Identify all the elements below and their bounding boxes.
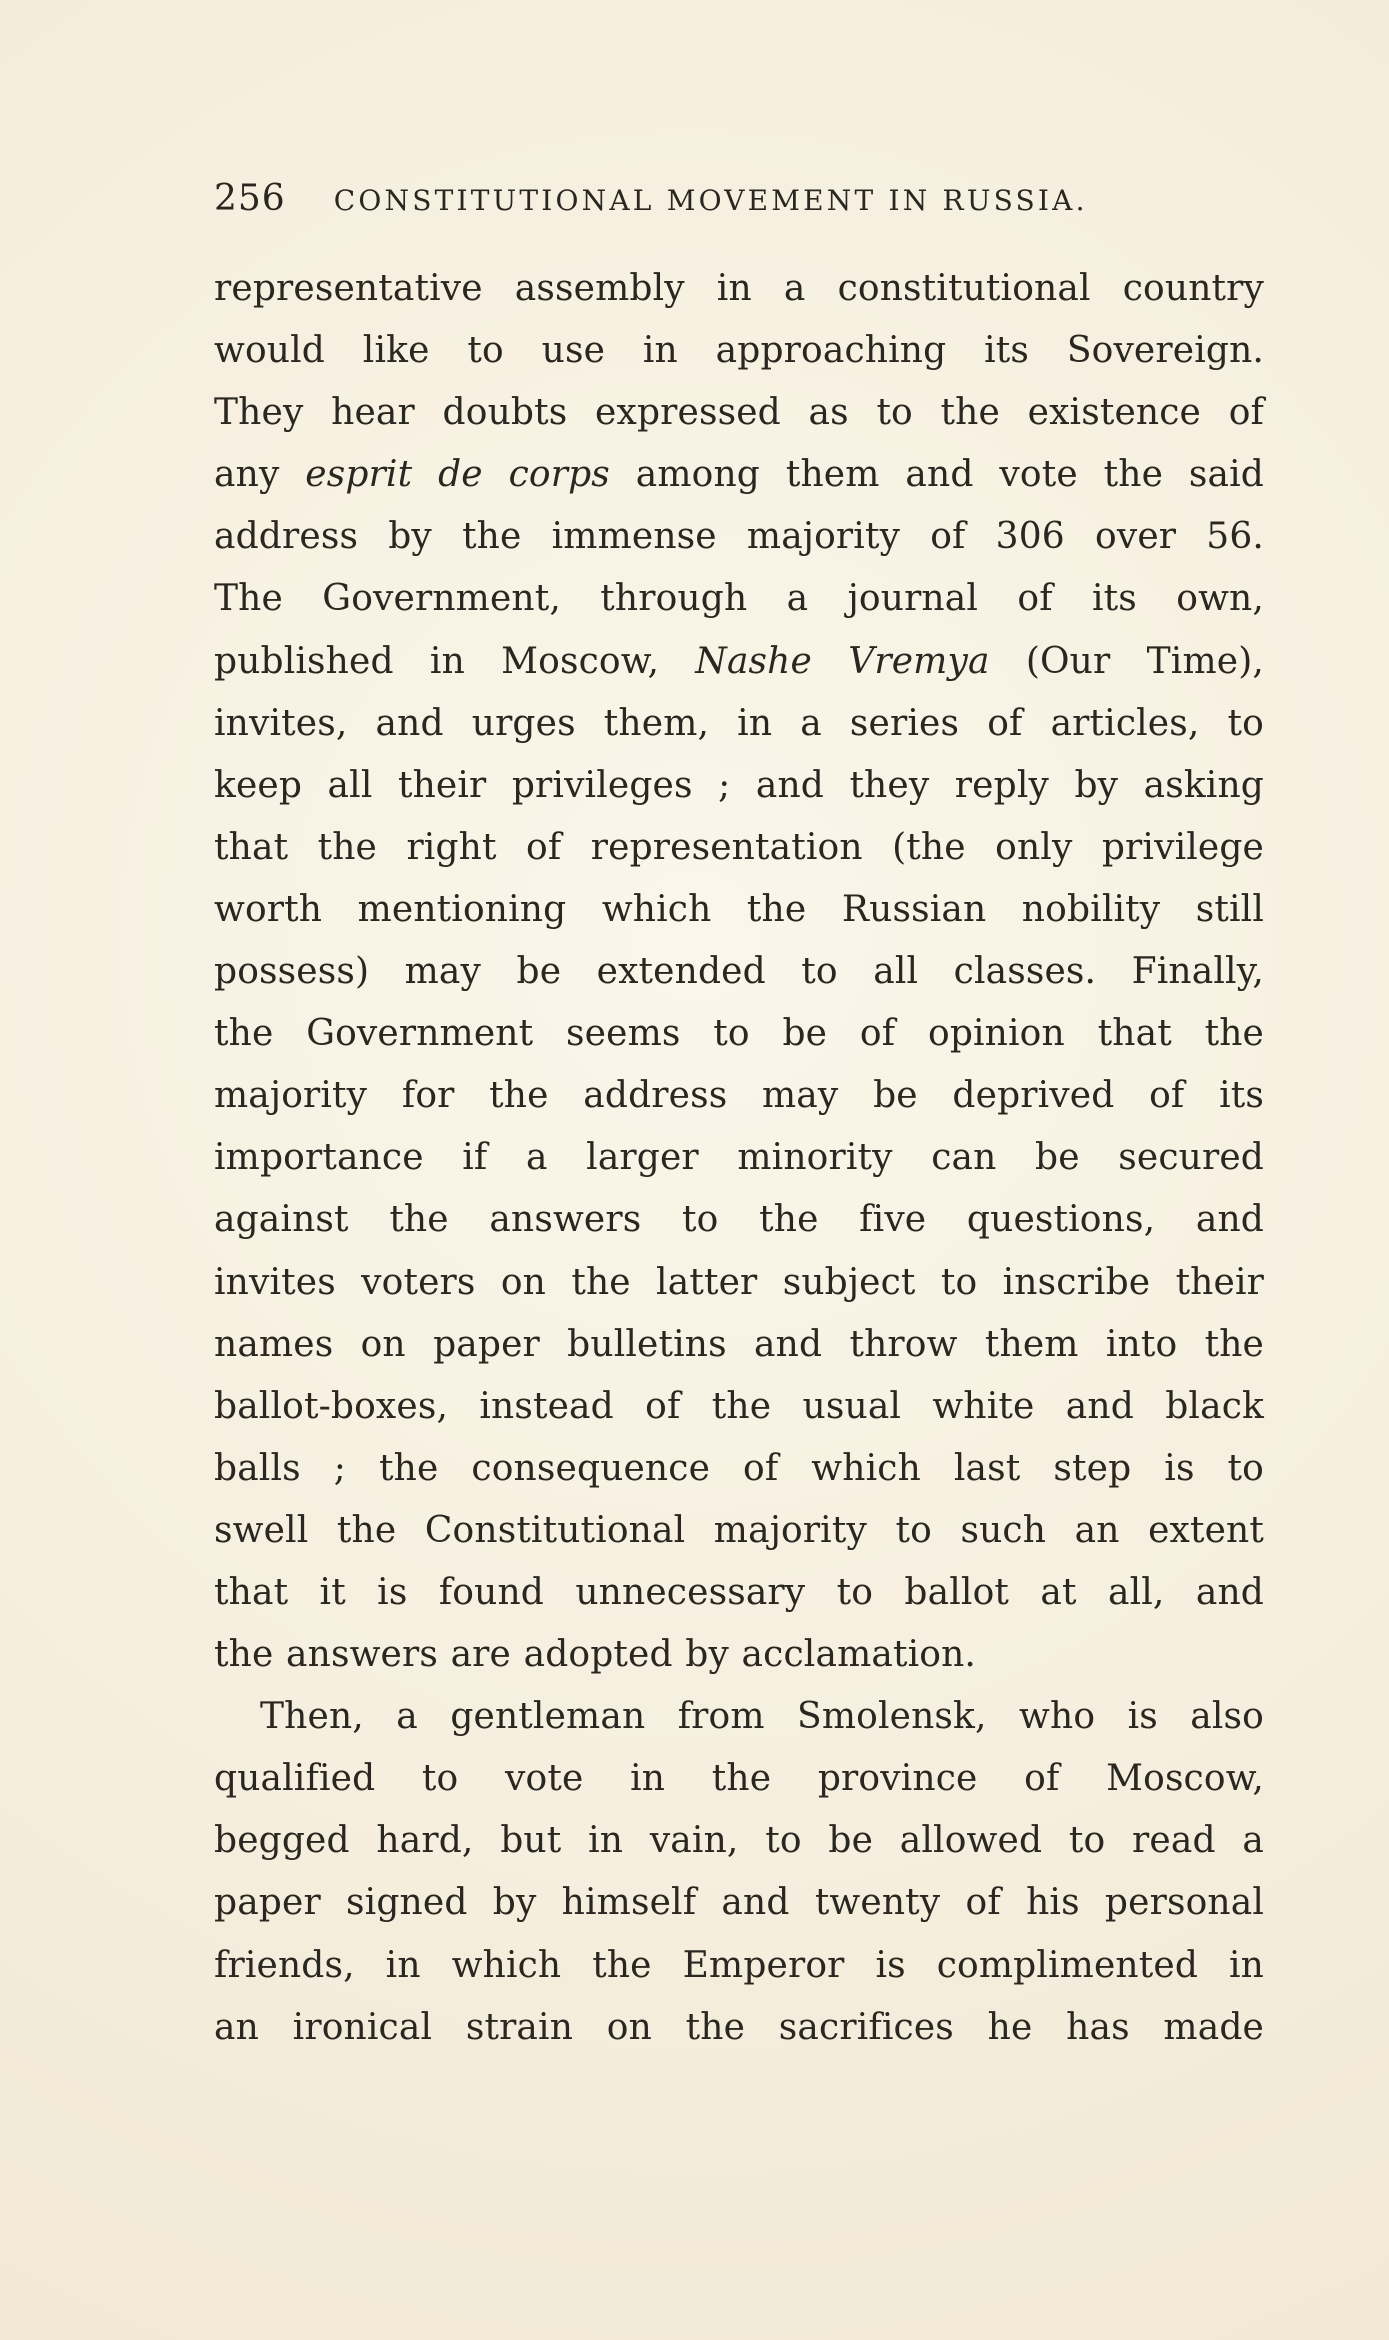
line-text-before-italic: published in Moscow, — [214, 640, 696, 682]
line-text-after-italic: (Our Time), — [989, 640, 1264, 682]
line-text-before-italic: any — [214, 454, 306, 496]
text-line: possess) may be extended to all classes. Finally, — [214, 951, 1264, 993]
text-line: would like to use in approaching its Sovereign. — [214, 330, 1264, 372]
paragraph-end-line: the answers are adopted by acclamation. — [214, 1634, 976, 1676]
text-line: an ironical strain on the sacrifices he has made — [214, 2006, 1264, 2048]
text-line: balls ; the consequence of which last step is to — [214, 1447, 1264, 1489]
italic-phrase: Nashe Vremya — [695, 640, 990, 682]
text-line: The Government, through a journal of its own, — [214, 578, 1264, 620]
text-line: importance if a larger minority can be secured — [214, 1137, 1264, 1179]
text-line: They hear doubts expressed as to the existence of — [214, 392, 1264, 434]
page-number: 256 — [214, 178, 286, 219]
text-line: address by the immense majority of 306 over 56. — [214, 516, 1264, 558]
text-line: names on paper bulletins and throw them into the — [214, 1323, 1264, 1365]
text-line: that it is found unnecessary to ballot at all, and — [214, 1571, 1264, 1613]
paragraph-start-line: Then, a gentleman from Smolensk, who is also — [260, 1696, 1264, 1738]
line-text-after-italic: among them and vote the said — [609, 454, 1264, 496]
text-line: qualified to vote in the province of Moscow, — [214, 1758, 1264, 1800]
text-line: ballot-boxes, instead of the usual white and black — [214, 1385, 1264, 1427]
text-line — [214, 631, 1264, 693]
text-line: against the answers to the five questions, and — [214, 1199, 1264, 1241]
body-text — [214, 258, 1264, 2059]
text-line: majority for the address may be deprived of its — [214, 1075, 1264, 1117]
italic-phrase: esprit de corps — [305, 454, 610, 496]
text-line: that the right of representation (the only privilege — [214, 826, 1264, 868]
text-line: invites voters on the latter subject to inscribe their — [214, 1261, 1264, 1303]
text-line: swell the Constitutional majority to such an extent — [214, 1509, 1264, 1551]
text-line: keep all their privileges ; and they reply by asking — [214, 764, 1264, 806]
page-header — [214, 178, 1264, 226]
text-line — [214, 444, 1264, 506]
text-line: worth mentioning which the Russian nobility still — [214, 888, 1264, 930]
running-head: CONSTITUTIONAL MOVEMENT IN RUSSIA. — [333, 184, 1088, 217]
text-line: the Government seems to be of opinion that the — [214, 1013, 1264, 1055]
text-line: begged hard, but in vain, to be allowed to read a — [214, 1820, 1264, 1862]
text-line: invites, and urges them, in a series of articles, to — [214, 702, 1264, 744]
text-line: paper signed by himself and twenty of his personal — [214, 1882, 1264, 1924]
text-line: representative assembly in a constitutional country — [214, 268, 1264, 309]
text-line: friends, in which the Emperor is complimented in — [214, 1944, 1264, 1986]
